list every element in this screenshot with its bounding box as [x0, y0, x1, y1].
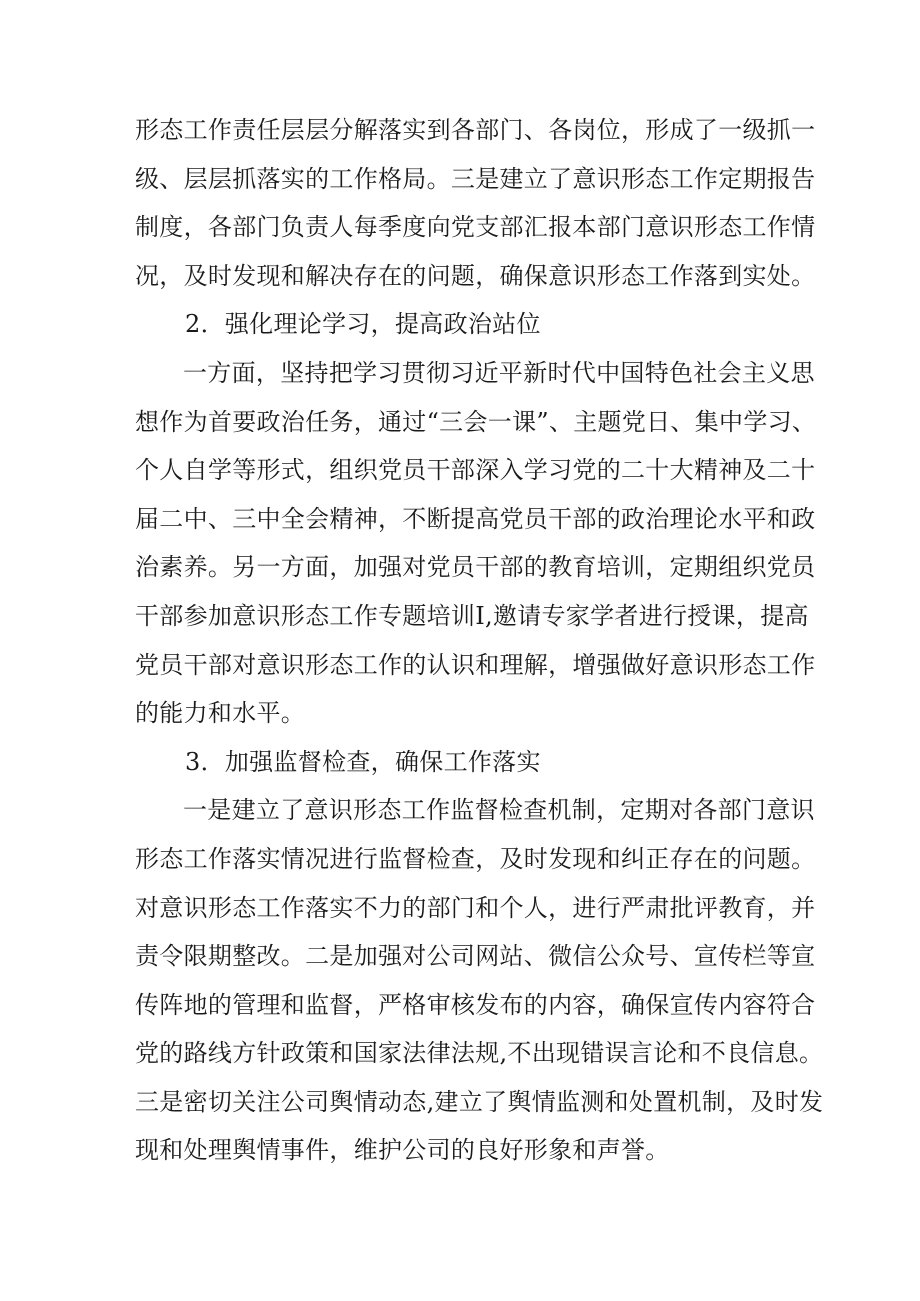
- paragraph-line: 干部参加意识形态工作专题培训I,邀请专家学者进行授课，提高: [135, 601, 809, 630]
- section-heading-3: 3．加强监督检查，确保工作落实: [185, 747, 541, 776]
- paragraph-line: 一方面，坚持把学习贯彻习近平新时代中国特色社会主义思: [183, 358, 815, 387]
- paragraph-line: 制度，各部门负责人每季度向党支部汇报本部门意识形态工作情: [135, 213, 816, 242]
- paragraph-line: 对意识形态工作落实不力的部门和个人，进行严肃批评教育，并: [135, 893, 816, 922]
- paragraph-line: 届二中、三中全会精神，不断提高党员干部的政治理论水平和政: [135, 504, 816, 533]
- paragraph-line: 现和处理舆情事件，维护公司的良好形象和声誉。: [135, 1136, 670, 1165]
- paragraph-line: 党员干部对意识形态工作的认识和理解，增强做好意识形态工作: [135, 650, 816, 679]
- paragraph-line: 党的路线方针政策和国家法律法规,不出现错误言论和不良信息。: [135, 1039, 824, 1068]
- paragraph-line: 形态工作落实情况进行监督检查，及时发现和纠正存在的问题。: [135, 844, 816, 873]
- paragraph-line: 传阵地的管理和监督，严格审核发布的内容，确保宣传内容符合: [135, 990, 816, 1019]
- paragraph-line: 形态工作责任层层分解落实到各部门、各岗位，形成了一级抓一: [135, 116, 816, 144]
- paragraph-line: 个人自学等形式，组织党员干部深入学习党的二十大精神及二十: [135, 456, 816, 485]
- paragraph-line: 的能力和水平。: [135, 699, 306, 728]
- paragraph-line: 级、层层抓落实的工作格局。三是建立了意识形态工作定期报告: [135, 164, 816, 193]
- section-heading-2: 2．强化理论学习，提高政治站位: [185, 310, 541, 339]
- paragraph-3: [135, 786, 824, 1175]
- document-body: [135, 106, 824, 1175]
- paragraph-line: 一是建立了意识形态工作监督检查机制，定期对各部门意识: [183, 796, 815, 825]
- paragraph-1: [135, 106, 816, 300]
- paragraph-line: 三是密切关注公司舆情动态,建立了舆情监测和处置机制，及时发: [135, 1087, 824, 1116]
- paragraph-line: 况，及时发现和解决存在的问题，确保意识形态工作落到实处。: [135, 261, 816, 290]
- paragraph-2: [135, 349, 817, 738]
- paragraph-line: 治素养。另一方面，加强对党员干部的教育培训，定期组织党员: [135, 553, 816, 582]
- paragraph-line: 责令限期整改。二是加强对公司网站、微信公众号、宣传栏等宣: [135, 942, 816, 971]
- paragraph-line: 想作为首要政治任务，通过“三会一课”、主题党日、集中学习、: [135, 407, 817, 436]
